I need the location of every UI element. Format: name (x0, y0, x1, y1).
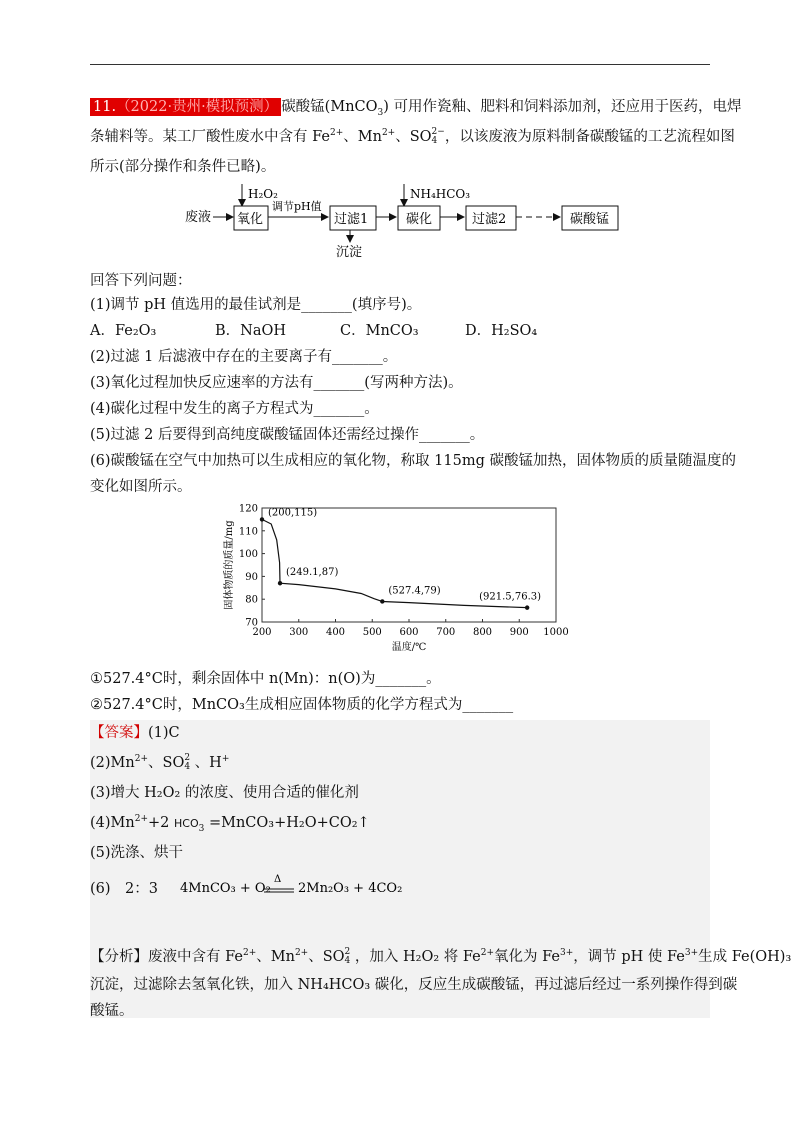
flow-step-filter1: 过滤1 (334, 212, 369, 227)
flow-precipitate: 沉淀 (336, 245, 363, 260)
x-tick-label: 500 (362, 627, 382, 638)
question-number: 11. (93, 99, 117, 115)
answer-1: (1)C (148, 725, 180, 741)
analysis-label: 【分析】 (90, 949, 148, 965)
flow-step-oxidation: 氧化 (237, 212, 264, 227)
answer-4-pre: (4)Mn (90, 815, 135, 831)
answer-2-pre: (2)Mn (90, 755, 135, 771)
answer-2-so-sup: 2 (184, 753, 191, 763)
question-line-2: 条辅料等。某工厂酸性废水中含有 $Fe^{2+}$、$Mn^{2+}$、SO 2− 4 ，以该废液为原料制备碳酸锰的工艺流程如图 (90, 127, 735, 146)
answer-equation (180, 872, 420, 904)
q1-text: (1)调节 pH 值选用的最佳试剂是_______(填序号)。 (90, 297, 422, 313)
intro-2d: ，以该废液为原料制备碳酸锰的工艺流程如图 (444, 129, 735, 145)
question-number-badge (90, 98, 281, 116)
answer-4-sup: 2+ (134, 814, 149, 825)
x-tick-label: 400 (325, 627, 346, 638)
y-tick-label: 120 (238, 503, 258, 515)
x-axis-title: 温度/℃ (391, 642, 427, 653)
answer-4-hco: HCO (174, 817, 199, 830)
answer-line-1 (90, 724, 180, 742)
equation-left: 4MnCO₃ + O₂ (180, 881, 271, 896)
data-label: (527.4,79) (388, 585, 441, 597)
x-tick-label: 300 (289, 627, 309, 638)
q6a-text: ①527.4°C时，剩余固体中 n(Mn)：n(O)为_______。 (90, 671, 441, 687)
analysis-1f: 氧化为 Fe (494, 949, 560, 965)
data-point (278, 581, 282, 585)
header-rule (90, 64, 710, 65)
flow-reagent-h2o2: H₂O₂ (248, 187, 278, 201)
flow-input: 废液 (185, 210, 212, 225)
q3-text: (3)氧化过程加快反应速率的方法有_______(写两种方法)。 (90, 375, 463, 391)
data-label: (200,115) (268, 507, 318, 519)
data-point (525, 605, 529, 609)
process-flow-diagram (170, 178, 630, 260)
answer-2-so-sub: 4 (184, 762, 191, 772)
q6-text-1: (6)碳酸锰在空气中加热可以生成相应的氧化物，称取 115mg 碳酸锰加热，固体物质的质量随温度的 (90, 453, 736, 469)
flow-product: 碳酸锰 (570, 212, 610, 227)
x-tick-label: 1000 (543, 627, 569, 638)
data-point (260, 517, 264, 521)
question-line-1: 11.（2022·贵州·模拟预测） 碳酸锰(MnCO$_3$) 可用作瓷釉、肥料和饲料添加剂，还应用于医药，电焊 (90, 98, 742, 116)
analysis-1a: 废液中含有 Fe (148, 949, 243, 965)
intro-2a: 条辅料等。某工厂酸性废水中含有 Fe (90, 129, 330, 145)
equation-condition: Δ (274, 874, 282, 885)
flow-step-filter2: 过滤2 (472, 212, 507, 227)
flow-step-carbonation: 碳化 (406, 212, 433, 227)
answer-5: (5)洗涤、烘干 (90, 845, 184, 861)
q5-text: (5)过滤 2 后要得到高纯度碳酸锰固体还需经过操作_______。 (90, 427, 485, 443)
analysis-1b: 、Mn (256, 949, 295, 965)
answer-4-end: =MnCO₃+H₂O+CO₂↑ (204, 815, 370, 831)
answer-line-4 (90, 814, 370, 833)
answer-line-6 (90, 880, 158, 898)
analysis-line-2: 沉淀，过滤除去氢氧化铁，加入 NH₄HCO₃ 碳化，反应生成碳酸锰，再过滤后经过一系列操作得到碳 (90, 977, 738, 993)
source-tag: （2022·贵州·模拟预测） (116, 99, 279, 115)
answer-label: 【答案】 (90, 725, 148, 741)
question-line-3: 所示(部分操作和条件已略)。 (90, 159, 276, 175)
answer-2-mid: 、 (148, 755, 163, 771)
mass-temperature-chart (210, 500, 580, 660)
x-tick-label: 600 (399, 627, 419, 638)
answer-6: (6) 2：3 (90, 881, 158, 897)
answer-2-end-sup: + (221, 754, 230, 765)
answer-4-mid: +2 (148, 815, 174, 831)
analysis-1e: ，加入 H₂O₂ 将 Fe (350, 949, 481, 965)
analysis-1c: 、 (308, 949, 323, 965)
flow-arrow-label: 调节pH值 (272, 200, 322, 213)
option-c: C．MnCO₃ (340, 323, 419, 339)
data-point (380, 599, 384, 603)
answer-2-sup: 2+ (134, 754, 149, 765)
q2-text: (2)过滤 1 后滤液中存在的主要离子有_______。 (90, 349, 398, 365)
option-b: B．NaOH (215, 323, 287, 339)
x-tick-label: 700 (436, 627, 456, 638)
intro-text-b: ) 可用作瓷釉、肥料和饲料添加剂，还应用于医药，电焊 (383, 99, 742, 115)
flow-reagent-nh4hco3: NH₄HCO₃ (410, 187, 471, 201)
option-d: D．H₂SO₄ (465, 323, 538, 339)
answer-4-hco-sub: 3 (198, 823, 205, 834)
answer-2-so: SO (162, 755, 185, 771)
analysis-line-1: 【分析】废液中含有 $Fe^{2+}$、$Mn^{2+}$、SO 2 4 ，加入 H₂O₂ 将 $Fe^{2+}$氧化为 $Fe^{3+}$，调节 pH 使 $Fe^{3+}$生成 Fe(OH)₃ (90, 947, 792, 966)
q4-text: (4)碳化过程中发生的离子方程式为_______。 (90, 401, 379, 417)
data-label: (921.5,76.3) (479, 591, 542, 603)
y-tick-label: 110 (238, 526, 258, 538)
intro-2b: 、Mn (343, 129, 382, 145)
answer-3: (3)增大 H₂O₂ 的浓度、使用合适的催化剂 (90, 785, 359, 801)
x-tick-label: 200 (252, 627, 272, 638)
analysis-1g: ，调节 pH 使 Fe (573, 949, 685, 965)
intro-text: 碳酸锰(MnCO (281, 99, 378, 115)
option-a: A．Fe₂O₃ (90, 323, 157, 339)
equation-right: 2Mn₂O₃ + 4CO₂ (298, 881, 403, 896)
q6-text-2: 变化如图所示。 (90, 479, 192, 495)
x-tick-label: 900 (509, 627, 529, 638)
x-tick-label: 800 (472, 627, 493, 638)
chart-frame (262, 508, 556, 622)
y-tick-label: 90 (245, 571, 258, 583)
answer-line-2 (90, 754, 229, 772)
y-axis-title: 固体物质的质量/mg (224, 520, 235, 610)
answer-2-end: 、H (190, 755, 222, 771)
y-tick-label: 80 (245, 594, 258, 606)
q1-options (90, 322, 590, 340)
y-tick-label: 100 (238, 549, 258, 561)
y-tick-label: 70 (245, 617, 258, 629)
data-label: (249.1,87) (286, 567, 339, 579)
prompt-text: 回答下列问题： (90, 273, 192, 289)
analysis-1h: 生成 Fe(OH)₃ (698, 949, 792, 965)
analysis-1d: SO (322, 949, 345, 965)
q6b-text: ②527.4°C时，MnCO₃生成相应固体物质的化学方程式为_______ (90, 697, 514, 713)
analysis-line-3: 酸锰。 (90, 1003, 134, 1019)
intro-2c: 、SO (395, 129, 432, 145)
